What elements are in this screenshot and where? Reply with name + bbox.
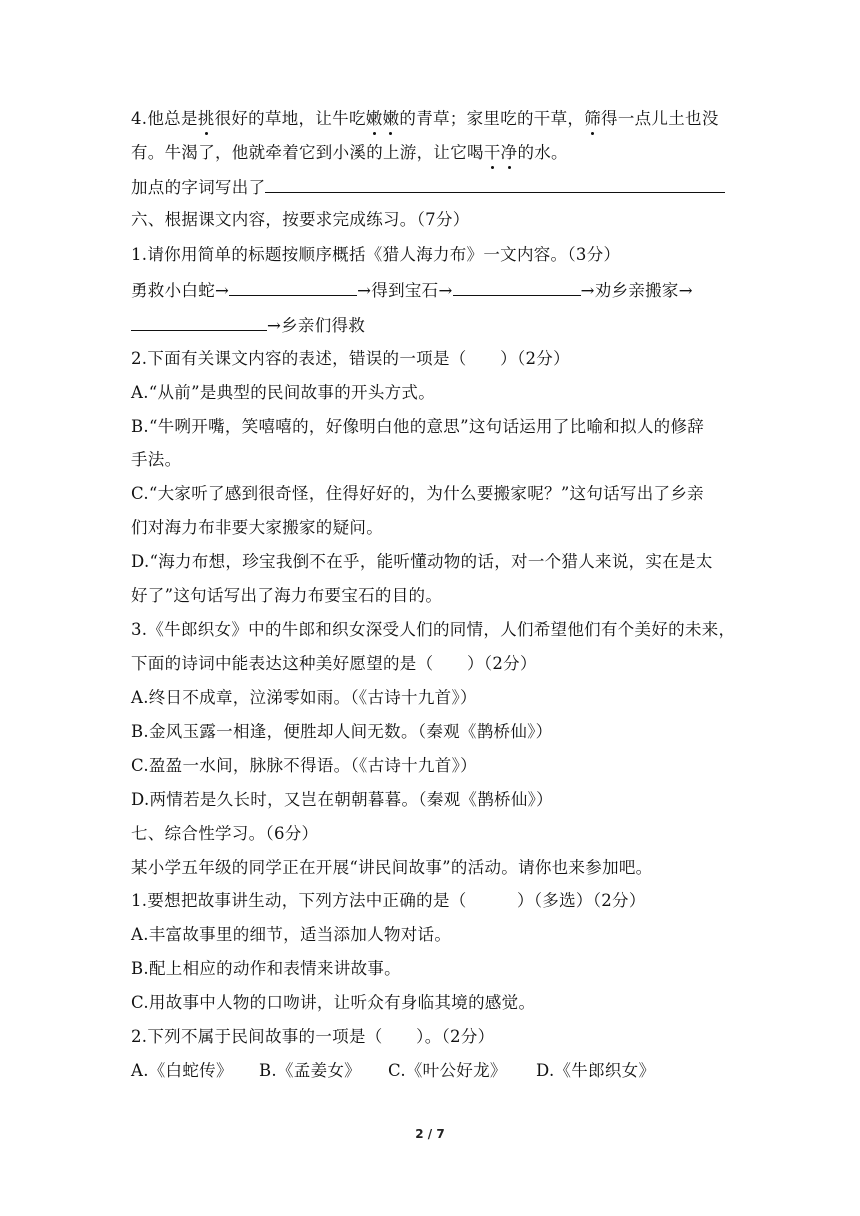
dotted-char: 干 (484, 141, 501, 165)
s7-q1-option-a: A.丰富故事里的细节，适当添加人物对话。 (131, 925, 452, 944)
dotted-char: 嫩 (383, 107, 400, 131)
s7-q1-option-b: B.配上相应的动作和表情来讲故事。 (131, 959, 401, 978)
s6-q1-flow-line-1 (131, 278, 693, 303)
s6-q1-flow-line-2 (131, 313, 365, 338)
flow-step: →劝乡亲搬家→ (580, 281, 693, 300)
s6-q2-option-b: B.“牛咧开嘴，笑嘻嘻的，好像明白他的意思”这句话运用了比喻和拟人的修辞 (131, 417, 705, 436)
dotted-char: 净 (501, 141, 518, 165)
s6-q2-option-c-cont: 们对海力布非要大家搬家的疑问。 (131, 518, 383, 537)
q4-line-2 (131, 141, 568, 165)
dotted-char: 筛 (584, 107, 601, 131)
s6-q3-option-a: A.终日不成章，泣涕零如雨。（《古诗十九首》） (131, 688, 477, 707)
flow-step: →乡亲们得救 (267, 316, 366, 335)
s7-q2-option-d: D.《牛郎织女》 (536, 1061, 656, 1080)
flow-blank-1[interactable] (229, 278, 357, 296)
page-number: 2 / 7 (415, 1127, 445, 1141)
dotted-char: 嫩 (366, 107, 383, 131)
s6-q2-option-c: C.“大家听了感到很奇怪，住得好好的，为什么要搬家呢？”这句话写出了乡亲 (131, 484, 704, 503)
s7-q2-text: 2.下列不属于民间故事的一项是（ ）。（2分） (131, 1027, 495, 1046)
s7-q2-options (131, 1059, 655, 1083)
flow-step: 勇救小白蛇→ (131, 281, 230, 300)
dotted-char: 挑 (198, 107, 215, 131)
q4-text: 的水。 (517, 143, 568, 162)
s6-q2-option-d-cont: 好了”这句话写出了海力布要宝石的目的。 (131, 586, 443, 605)
q4-line-1 (131, 107, 719, 131)
q4-answer-line (131, 175, 725, 200)
q4-text: 有。牛渴了，他就牵着它到小溪的上游，让它喝 (131, 143, 484, 162)
s6-q3-option-c: C.盈盈一水间，脉脉不得语。（《古诗十九首》） (131, 756, 477, 775)
q4-text: 得一点儿土也没 (601, 109, 719, 128)
s6-q2-option-a: A.“从前”是典型的民间故事的开头方式。 (131, 383, 436, 402)
s7-q1-option-c: C.用故事中人物的口吻讲，让听众有身临其境的感觉。 (131, 993, 536, 1012)
s6-q1-text: 1.请你用简单的标题按顺序概括《猎人海力布》一文内容。（3分） (131, 245, 621, 264)
flow-step: →得到宝石→ (357, 281, 453, 300)
flow-blank-3[interactable] (131, 313, 267, 331)
flow-blank-2[interactable] (453, 278, 581, 296)
s7-q2-option-a: A.《白蛇传》 (131, 1061, 233, 1080)
s6-q3-option-d: D.两情若是久长时，又岂在朝朝暮暮。（秦观《鹊桥仙》） (131, 790, 553, 809)
q4-text: 的青草；家里吃的干草， (399, 109, 585, 128)
answer-blank[interactable] (265, 175, 725, 193)
s7-q1-text: 1.要想把故事讲生动，下列方法中正确的是（ ）（多选）（2分） (131, 891, 646, 910)
s6-q2-option-d: D.“海力布想，珍宝我倒不在乎，能听懂动物的话，对一个猎人来说，实在是太 (131, 552, 713, 571)
s6-q3-text-cont: 下面的诗词中能表达这种美好愿望的是（ ）（2分） (131, 654, 537, 673)
section7-title: 七、综合性学习。（6分） (131, 824, 319, 843)
s6-q3-option-b: B.金风玉露一相逢，便胜却人间无数。（秦观《鹊桥仙》） (131, 722, 553, 741)
q4-text: 4.他总是 (131, 109, 198, 128)
section7-intro: 某小学五年级的同学正在开展“讲民间故事”的活动。请你也来参加吧。 (131, 858, 653, 877)
section6-title: 六、根据课文内容，按要求完成练习。（7分） (131, 210, 470, 229)
s7-q2-option-b: B.《孟姜女》 (259, 1061, 361, 1080)
answer-prompt: 加点的字词写出了 (131, 178, 266, 197)
s6-q2-text: 2.下面有关课文内容的表述，错误的一项是（ ）（2分） (131, 349, 570, 368)
q4-text: 很好的草地，让牛吃 (214, 109, 366, 128)
s7-q2-option-c: C.《叶公好龙》 (388, 1061, 507, 1080)
s6-q2-option-b-cont: 手法。 (131, 450, 182, 469)
s6-q3-text: 3.《牛郎织女》中的牛郎和织女深受人们的同情，人们希望他们有个美好的未来， (131, 620, 736, 639)
